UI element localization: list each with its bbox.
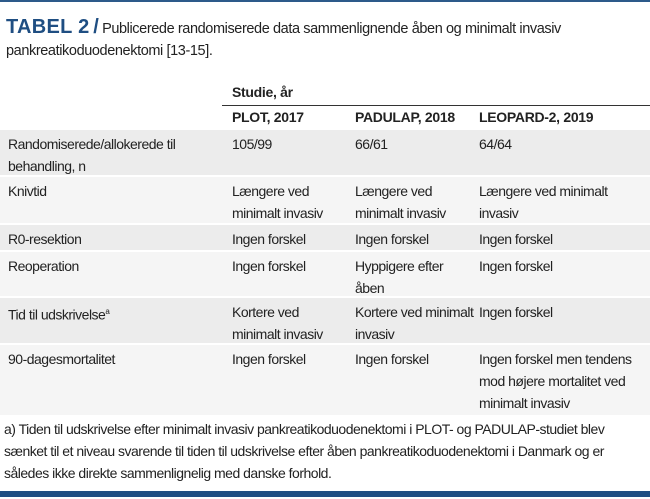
bottom-border: [0, 491, 650, 497]
row-label: R0-resektion: [8, 231, 82, 247]
table-caption: Publicerede randomiserede data sammenlignende åben og minimalt invasiv pankreatikoduodenektomi [13-15].: [6, 21, 561, 59]
row-label: Reoperation: [8, 258, 79, 274]
cell: Ingen forskel men tendens mod højere mortalitet ved minimalt invasiv: [479, 351, 632, 411]
cell: Ingen forskel: [232, 258, 306, 274]
cell: Ingen forskel: [479, 231, 553, 247]
cell: 66/61: [355, 136, 388, 152]
column-header: PADULAP, 2018: [355, 109, 455, 125]
cell: Længere ved minimalt invasiv: [355, 183, 446, 221]
column-header: PLOT, 2017: [232, 109, 304, 125]
cell: 105/99: [232, 136, 272, 152]
header-group: Studie, år: [232, 84, 293, 100]
table-row: [0, 130, 650, 175]
table-row: [0, 252, 650, 296]
row-label-text: Tid til udskrivelse: [8, 306, 106, 323]
cell: 64/64: [479, 136, 512, 152]
column-header: LEOPARD-2, 2019: [479, 109, 594, 125]
cell: Ingen forskel: [479, 258, 553, 274]
footnote: a) Tiden til udskrivelse efter minimalt invasiv pankreatikoduodenektomi i PLOT- og PADULAP-studiet blev sænket til et niveau svarende til tiden til udskrivelse efter åben pankreatikoduodenektomi i Danmark og er således ikke direkte sammenlignelig med danske forhold.: [4, 421, 605, 481]
header-rule: [222, 105, 650, 106]
table-row: [0, 225, 650, 250]
cell: Kortere ved minimalt invasiv: [355, 304, 474, 342]
row-label: [8, 301, 208, 326]
cell: Længere ved minimalt invasiv: [479, 183, 608, 221]
cell: Ingen forskel: [232, 231, 306, 247]
cell: Hyppigere efter åben: [355, 258, 444, 296]
footnote-marker: a: [105, 307, 110, 316]
table-row: [0, 177, 650, 223]
title-slash: /: [93, 16, 99, 38]
row-label: 90-dagesmortalitet: [8, 351, 115, 367]
top-border: [0, 0, 650, 2]
cell: Ingen forskel: [232, 351, 306, 367]
table-row: [0, 345, 650, 415]
cell: Kortere ved minimalt invasiv: [232, 304, 323, 342]
cell: Længere ved minimalt invasiv: [232, 183, 323, 221]
row-label: Knivtid: [8, 183, 47, 199]
table-row: [0, 298, 650, 343]
cell: Ingen forskel: [479, 304, 553, 320]
table-title: [6, 16, 646, 62]
table-label: TABEL 2: [6, 16, 90, 38]
cell: Ingen forskel: [355, 231, 429, 247]
cell: Ingen forskel: [355, 351, 429, 367]
row-label: Randomiserede/allokerede til behandling, n: [8, 136, 176, 174]
